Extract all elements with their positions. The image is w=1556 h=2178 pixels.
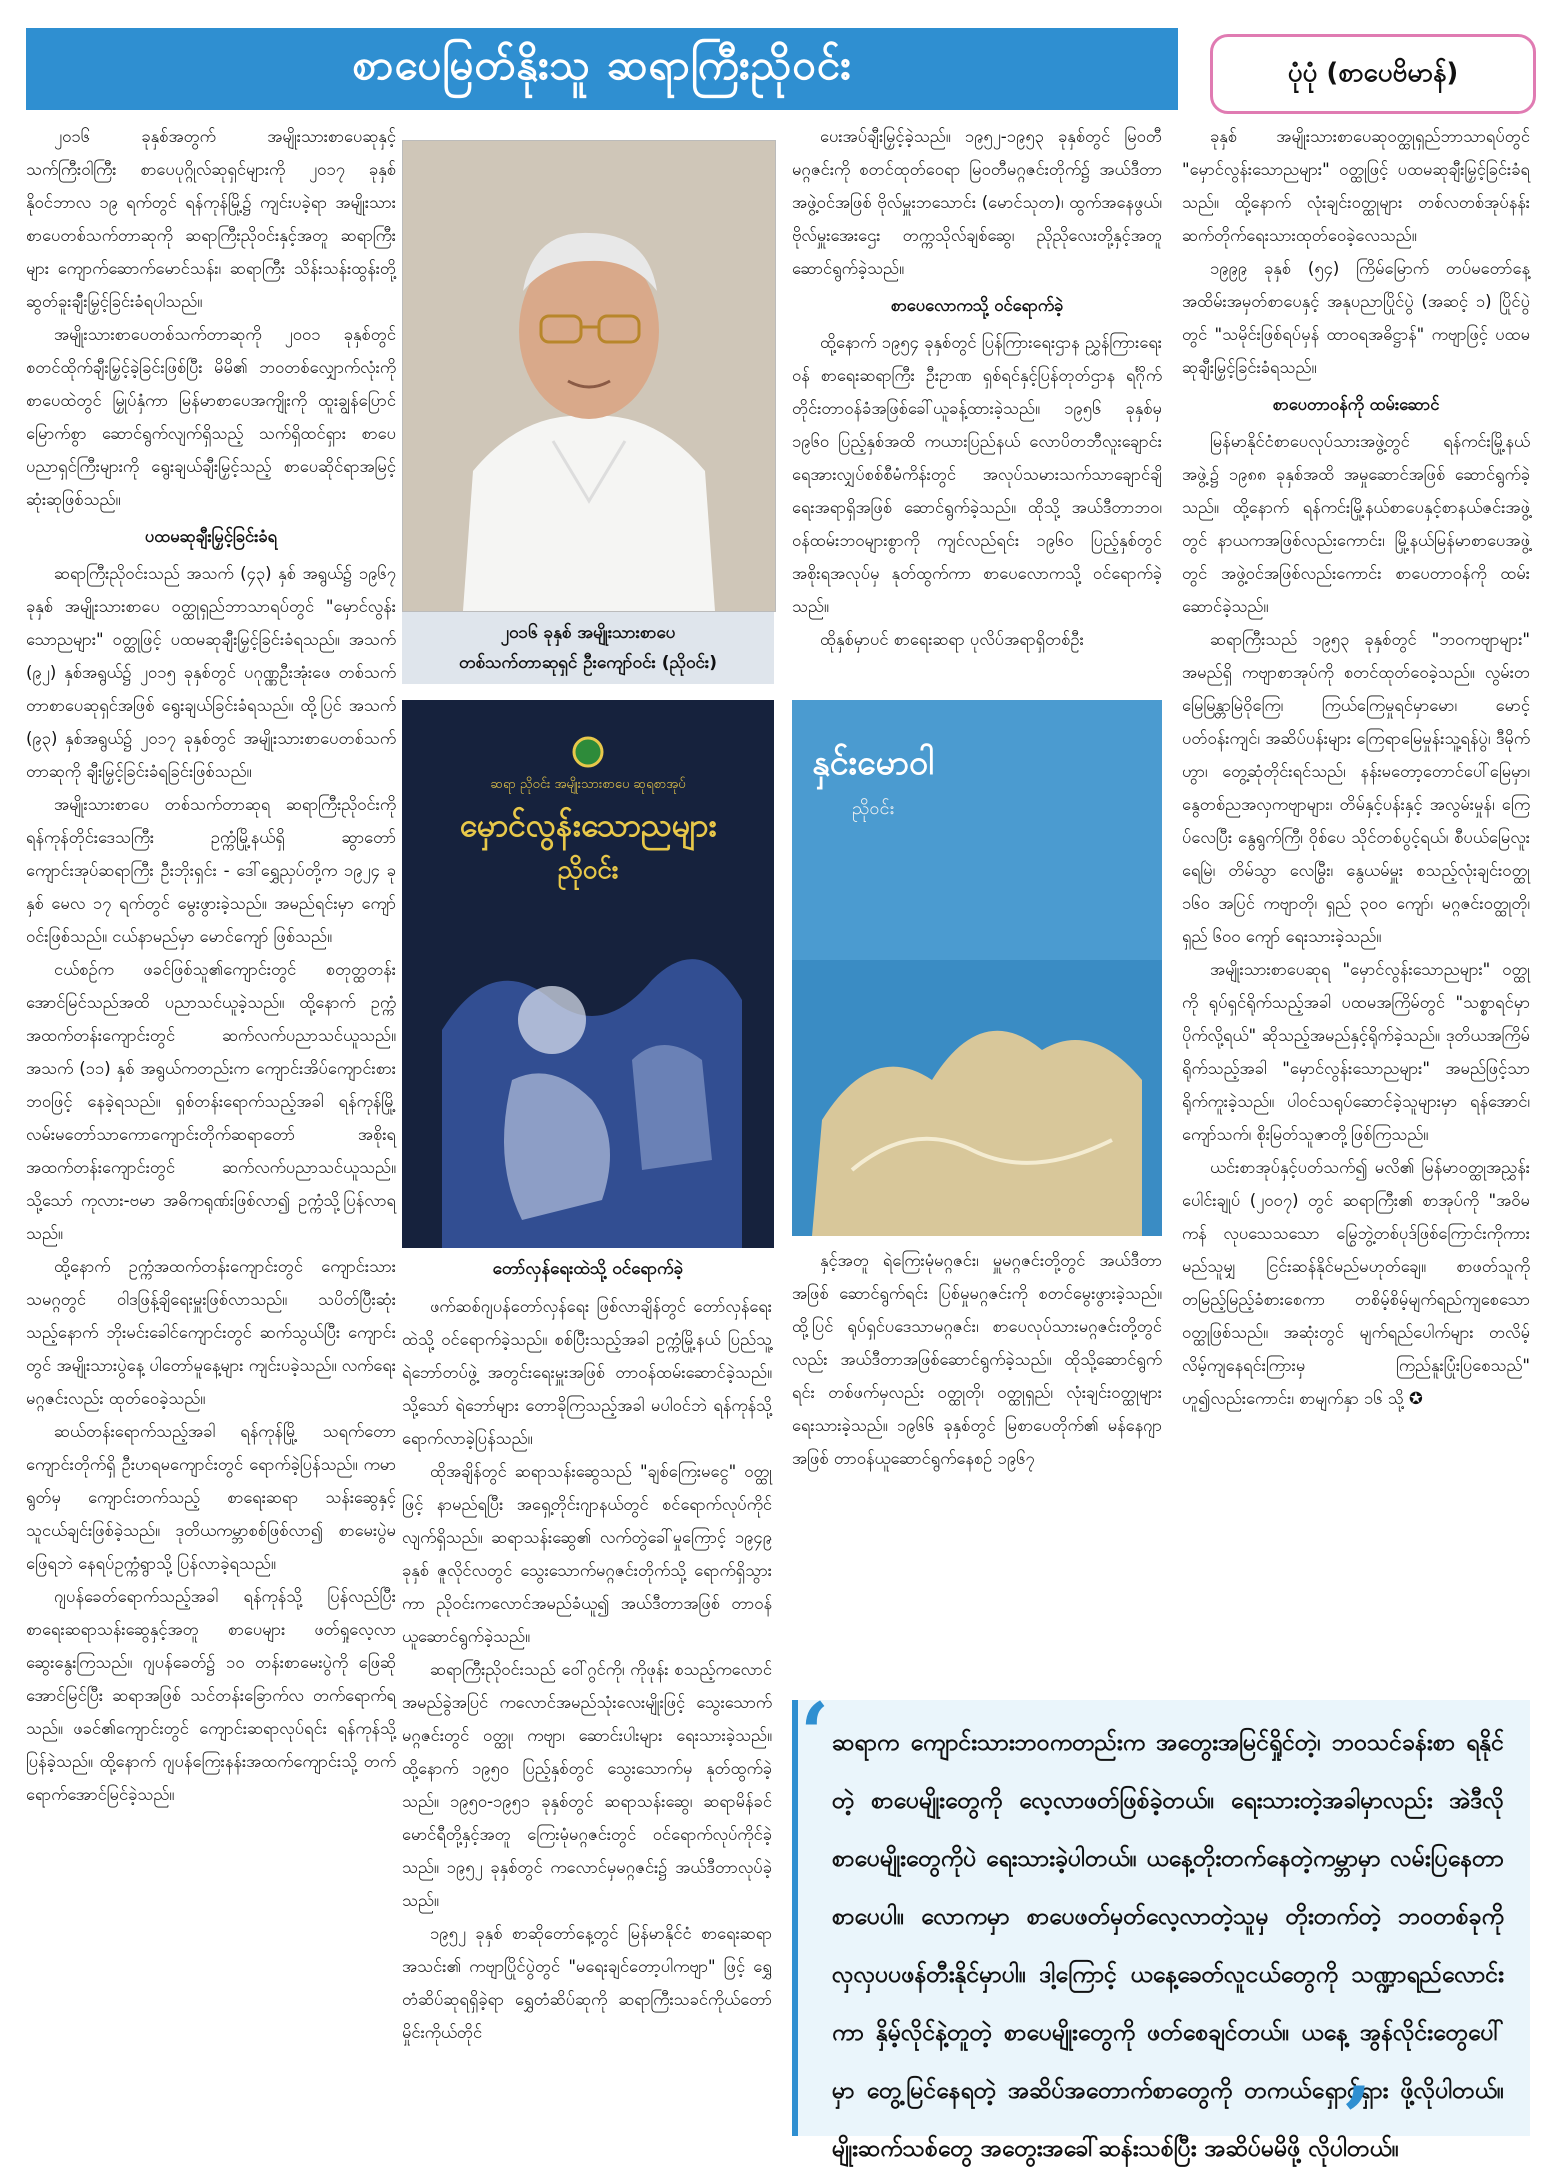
quote-open-mark-icon: ‘	[800, 1684, 830, 1783]
paragraph: ထိုအချိန်တွင် ဆရာသန်းဆွေသည် "ချစ်ကြေးမငွေ" ဝတ္ထုဖြင့် နာမည်ရပြီး အရှေ့တိုင်းဂျာနယ်တွင် စင်ရောက်လုပ်ကိုင်လျက်ရှိသည်။ ဆရာသန်းဆွေ၏ လက်တွဲခေါ်မှုကြောင့် ၁၉၄၉ ခုနှစ် ဇူလိုင်လတွင် သွေးသောက်မဂ္ဂဇင်းတိုက်သို့ ရောက်ရှိသွားကာ ညိုဝင်းကလောင်အမည်ခံယူ၍ အယ်ဒီတာအဖြစ် တာဝန်ယူဆောင်ရွက်ခဲ့သည်။	[402, 1462, 772, 1646]
paragraph: ပေးအပ်ချီးမြှင့်ခဲ့သည်။ ၁၉၅၂-၁၉၅၃ ခုနှစ်တွင် မြဝတီမဂ္ဂဇင်းကို စတင်ထုတ်ဝေရာ မြဝတီမဂ္ဂဇင်းတိုက်၌ အယ်ဒီတာအဖွဲ့ဝင်အဖြစ် ဗိုလ်မှူးဘသောင်း (မောင်သုတ)၊ ထွက်အနေဖွယ်၊ ဗိုလ်မှူးအေးဌေး တက္ကသိုလ်ချစ်ဆွေ၊ ညိုညိုလေးတို့နှင့်အတူ ဆောင်ရွက်ခဲ့သည်။	[792, 127, 1162, 278]
author-portrait-photo	[402, 140, 776, 612]
byline: ပုံပုံ (စာပေဗိမာန်)	[1210, 34, 1536, 114]
subheading: ပထမဆုချီးမြှင့်ခြင်းခံရ	[144, 527, 278, 546]
paragraph: ထို့နောက် ဥက္ကံအထက်တန်းကျောင်းတွင် ကျောင်းသားသမဂ္ဂတွင် ဝါဒဖြန့်ချိရေးမှူးဖြစ်လာသည်။ သပိတ်ပြီးဆုံးသည့်နောက် ဘိုးမင်းခေါင်ကျောင်းတွင် ဆက်သွယ်ပြီး ကျောင်းတွင် အမျိုးသားပွဲနေ့ ပါတော်မူနေ့များ ကျင်းပခဲ့သည်။ လက်ရေးမဂ္ဂဇင်းလည်း ထုတ်ဝေခဲ့သည်။	[26, 1257, 396, 1408]
paragraph: အမျိုးသားစာပေတစ်သက်တာဆုကို ၂၀၀၁ ခုနှစ်တွင် စတင်ထိုက်ချီးမြှင့်ခဲ့ခြင်းဖြစ်ပြီး မိမိ၏ ဘဝတစ်လျှောက်လုံးကို စာပေထဲတွင် မြှုပ်နှံကာ မြန်မာစာပေအကျိုးကို ထူးချွန်ပြောင်မြောက်စွာ ဆောင်ရွက်လျက်ရှိသည့် သက်ရှိထင်ရှား စာပေပညာရှင်ကြီးများကို ရွေးချယ်ချီးမြှင့်သည့် စာပေဆိုင်ရာအမြင့်ဆုံးဆုဖြစ်သည်။	[26, 325, 396, 509]
page-title: စာပေမြတ်နိုးသူ ဆရာကြီးညိုဝင်း	[352, 40, 852, 89]
title-banner	[26, 28, 1178, 110]
paragraph: ဆရာကြီးညိုဝင်းသည် ဝေါ်ဂွင်ကို၊ ကိုဖုန်း စသည့်ကလောင်အမည်ခွဲအပြင် ကလောင်အမည်သုံးလေးမျိုးဖြင့် သွေးသောက်မဂ္ဂဇင်းတွင် ဝတ္ထု၊ ကဗျာ၊ ဆောင်းပါးများ ရေးသားခဲ့သည်။ ထို့နောက် ၁၉၅၀ ပြည့်နှစ်တွင် သွေးသောက်မှ နုတ်ထွက်ခဲ့သည်။ ၁၉၅၀-၁၉၅၁ ခုနှစ်တွင် ဆရာသန်းဆွေ၊ ဆရာမိန်ခင်မောင်ရီတို့နှင့်အတူ ကြေးမုံမဂ္ဂဇင်းတွင် ဝင်ရောက်လုပ်ကိုင်ခဲ့သည်။ ၁၉၅၂ ခုနှစ်တွင် ကလောင်မှမဂ္ဂဇင်း၌ အယ်ဒီတာလုပ်ခဲ့သည်။	[402, 1660, 772, 1910]
paragraph: ဖက်ဆစ်ဂျပန်တော်လှန်ရေး ဖြစ်လာချိန်တွင် တော်လှန်ရေးထဲသို့ ဝင်ရောက်ခဲ့သည်။ စစ်ပြီးသည့်အခါ ဥက္ကံမြို့နယ် ပြည်သူ့ရဲဘော်တပ်ဖွဲ့ အတွင်းရေးမှူးအဖြစ် တာဝန်ထမ်းဆောင်ခဲ့သည်။ သို့သော် ရဲဘော်များ တောခိုကြသည့်အခါ မပါဝင်ဘဲ ရန်ကုန်သို့ ရောက်လာခဲ့ပြန်သည်။	[402, 1297, 772, 1448]
paragraph: ထိုနှစ်မှာပင် စာရေးဆရာ ပုလိပ်အရာရှိတစ်ဦး	[820, 630, 1084, 649]
paragraph: ငယ်စဉ်က ဖခင်ဖြစ်သူ၏ကျောင်းတွင် စတုတ္ထတန်းအောင်မြင်သည်အထိ ပညာသင်ယူခဲ့သည်။ ထို့နောက် ဥက္ကံအထက်တန်းကျောင်းတွင် ဆက်လက်ပညာသင်ယူသည်။ အသက် (၁၁) နှစ် အရွယ်ကတည်းက ကျောင်းအိပ်ကျောင်းစား ဘဝဖြင့် နေခဲ့ရသည်။ ရှစ်တန်းရောက်သည့်အခါ ရန်ကုန်မြို့ လမ်းမတော်သာကောကျောင်းတိုက်ဆရာတော် အစိုးရအထက်တန်းကျောင်းတွင် ဆက်လက်ပညာသင်ယူသည်။ သို့သော် ကုလား-ဗမာ အဓိကရုဏ်းဖြစ်လာ၍ ဥက္ကံသို့ပြန်လာရသည်။	[26, 960, 396, 1243]
book-cover-mhaung-lun-thaw-nya-myar	[402, 700, 774, 1248]
paragraph: အမျိုးသားစာပေဆုရ "မှောင်လွန်းသောညများ" ဝတ္ထုကို ရုပ်ရှင်ရိုက်သည့်အခါ ပထမအကြိမ်တွင် "သစ္စာရင်မှာပိုက်လို့ရယ်" ဆိုသည့်အမည်နှင့်ရိုက်ခဲ့သည်။ ဒုတိယအကြိမ်ရိုက်သည့်အခါ "မှောင်လွန်းသောညများ" အမည်ဖြင့်သာ ရိုက်ကူးခဲ့သည်။ ပါဝင်သရုပ်ဆောင်ခဲ့သူများမှာ ရန်အောင်၊ ကျော်သက်၊ စိုးမြတ်သူဇာတို့ဖြစ်ကြသည်။	[1182, 960, 1530, 1144]
book-cover-title: နှင်းမောဝါ	[812, 743, 934, 783]
paragraph: ၁၉၅၂ ခုနှစ် စာဆိုတော်နေ့တွင် မြန်မာနိုင်ငံ စာရေးဆရာအသင်း၏ ကဗျာပြိုင်ပွဲတွင် "မရေးချင်တော့ပါကဗျာ" ဖြင့် ရွှေတံဆိပ်ဆုရရှိခဲ့ရာ ရွှေတံဆိပ်ဆုကို ဆရာကြီးသခင်ကိုယ်တော်မှိုင်းကိုယ်တိုင်	[402, 1924, 772, 2042]
paragraph: ဆရာကြီးသည် ၁၉၅၃ ခုနှစ်တွင် "ဘဝကဗျာများ" အမည်ရှိ ကဗျာစာအုပ်ကို စတင်ထုတ်ဝေခဲ့သည်။ လွမ်းတမြေမြန္တာမြဲဝိုကြေ၊ ကြယ်ကြေမှုရင်မှာမော၊ မောင့်ပတ်ဝန်းကျင်၊ အဆိပ်ပန်းများ ကြေရာမြေမှုန်းသူ့ရန်ပွဲ၊ ဒီမိုက်ဟွာ၊ တွေ့ဆုံတိုင်းရင်သည်၊ နန်းမတော့တောင်ပေါ်မြေမှာ၊ နွေတစ်ညအလှကဗျာများ၊ တိမ်နှင့်ပန်းနှင့် အလွမ်းမှုန်၊ ကြေပ်လေပြီး နွေရွက်ကြီ၊ ဝိုစ်ပေ သိုင်တစ်ပွင့်ရယ်၊ စီပယ်မြေလူး ရေမြဲ၊ တိမ်သွာ လေမြွီး၊ နွေယမ်မှူး စသည့်လုံးချင်းဝတ္ထု ၁၆၀ အပြင် ကဗျာတို၊ ရှည် ၃၀၀ ကျော်၊ မဂ္ဂဇင်းဝတ္ထုတို၊ ရှည် ၆၀၀ ကျော် ရေးသားခဲ့သည်။	[1182, 630, 1530, 946]
portrait-illustration	[403, 141, 775, 611]
quote-close-mark-icon: ’	[1342, 2068, 1372, 2167]
article-column-3-continued	[792, 1244, 1162, 1684]
book-cover-series: ဆရာ ညိုဝင်း အမျိုးသားစာပေ ဆုရစာအုပ်	[490, 777, 686, 792]
paragraph: အမျိုးသားစာပေ တစ်သက်တာဆုရ ဆရာကြီးညိုဝင်းကို ရန်ကုန်တိုင်းဒေသကြီး ဥက္ကံမြို့နယ်ရှိ ဆွာတော်ကျောင်းအုပ်ဆရာကြီး ဦးဘိုးရှင်း - ဒေါ်ရွှေညှပ်တို့က ၁၉၂၄ ခုနှစ် မေလ ၁၇ ရက်တွင် မွေးဖွားခဲ့သည်။ အမည်ရင်းမှာ ကျော်ဝင်းဖြစ်သည်။ ငယ်နာမည်မှာ မောင်ကျော် ဖြစ်သည်။	[26, 795, 396, 946]
paragraph: ထို့နောက် ၁၉၅၄ ခုနှစ်တွင် ပြန်ကြားရေးဌာန ညွှန်ကြားရေးဝန် စာရေးဆရာကြီး ဦးဥာဏ ရှစ်ရင်နှင့်ပြန်တုတ်ဌာန ရင်္ဂိုက်တိုင်းတာဝန်ခံအဖြစ်ခေါ်ယူခန့်ထားခဲ့သည်။ ၁၉၅၆ ခုနှစ်မှ ၁၉၆၀ ပြည့်နှစ်အထိ ကယားပြည်နယ် လောပိတဘီလူးချောင်းရေအားလျှပ်စစ်စီမံကိန်းတွင် အလုပ်သမားသက်သာချောင်ချိရေးအရာရှိအဖြစ် ဆောင်ရွက်ခဲ့သည်။ ထိုသို့ အယ်ဒီတာဘဝ၊ ဝန်ထမ်းဘဝများစွာကို ကျင်လည်ရင်း ၁၉၆၀ ပြည့်နှစ်တွင် အစိုးရအလုပ်မှ နုတ်ထွက်ကာ စာပေလောကသို့ ဝင်ရောက်ခဲ့သည်။	[792, 333, 1162, 616]
paragraph: ဆယ်တန်းရောက်သည့်အခါ ရန်ကုန်မြို့ သရက်တောကျောင်းတိုက်ရှိ ဦးဟရမကျောင်းတွင် ရောက်ခဲ့ပြန်သည်။ ကမာရွတ်မှ ကျောင်းတက်သည့် စာရေးဆရာ သန်းဆွေနှင့် သူငယ်ချင်းဖြစ်ခဲ့သည်။ ဒုတိယကမ္ဘာစစ်ဖြစ်လာ၍ စာမေးပွဲမဖြေရဘဲ နေရပ်ဥက္ကံရွာသို့ ပြန်လာခဲ့ရသည်။	[26, 1422, 396, 1573]
paragraph: ယင်းစာအုပ်နှင့်ပတ်သက်၍ မလိ၏ မြန်မာဝတ္ထုအညွှန်းပေါင်းချုပ် (၂၀၀၇) တွင် ဆရာကြီး၏ စာအုပ်ကို "အဝိမကန် လုပသေသသော မြွေဘွဲ့တစ်ပုဒ်ဖြစ်ကြောင်းကိုကား မည်သူမျှ ငြင်းဆန်နိုင်မည်မဟုတ်ချေ။ စာဖတ်သူကို တမြည့်မြည့်ခံစားစေကာ တစိမ့်စိမ့်မျက်ရည်ကျစေသော ဝတ္ထုဖြစ်သည်။ အဆုံးတွင် မျက်ရည်ပေါက်များ တလိမ့်လိမ့်ကျနေရင်းကြားမှ ကြည်နူးပြုံးပြစေသည်" ဟူ၍လည်းကောင်း၊ စာမျက်နှာ ၁၆ သို့ ✪	[1182, 1158, 1530, 1408]
book-caption: တော်လှန်ရေးထဲသို့ ဝင်ရောက်ခဲ့	[492, 1259, 684, 1279]
article-column-4	[1182, 120, 1530, 1560]
paragraph: မြန်မာနိုင်ငံစာပေလုပ်သားအဖွဲ့တွင် ရန်ကင်းမြို့နယ်အဖွဲ့၌ ၁၉၈၈ ခုနှစ်အထိ အမှုဆောင်အဖြစ် ဆောင်ရွက်ခဲ့သည်။ ထို့နောက် ရန်ကင်းမြို့နယ်စာပေနှင့်စာနယ်ဇင်းအဖွဲ့တွင် နာယကအဖြစ်လည်းကောင်း၊ မြို့နယ်မြန်မာစာပေအဖွဲ့တွင် အဖွဲ့ဝင်အဖြစ်လည်းကောင်း စာပေတာဝန်ကို ထမ်းဆောင်ခဲ့သည်။	[1182, 432, 1530, 616]
paragraph: ဂျပန်ခေတ်ရောက်သည့်အခါ ရန်ကုန်သို့ ပြန်လည်ပြီး စာရေးဆရာသန်းဆွေနှင့်အတူ စာပေများ ဖတ်ရှုလေ့လာဆွေးနွေးကြသည်။ ဂျပန်ခေတ်၌ ၁၀ တန်းစာမေးပွဲကို ဖြေဆိုအောင်မြင်ပြီး ဆရာအဖြစ် သင်တန်းခြောက်လ တက်ရောက်ရသည်။ ဖခင်၏ကျောင်းတွင် ကျောင်းဆရာလုပ်ရင်း ရန်ကုန်သို့ပြန်ခဲ့သည်။ ထို့နောက် ဂျပန်ကြေးနန်းအထက်ကျောင်းသို့ တက်ရောက်အောင်မြင်ခဲ့သည်။	[26, 1587, 396, 1804]
article-column-2	[402, 1290, 772, 2170]
paragraph: နှင့်အတူ ရဲကြေးမုံမဂ္ဂဇင်း၊ မှူမဂ္ဂဇင်းတို့တွင် အယ်ဒီတာအဖြစ် ဆောင်ရွက်ရင်း ပြစ်မှုမဂ္ဂဇင်းကို စတင်မွေးဖွားခဲ့သည်။ ထို့ပြင် ရုပ်ရှင်ပဒေသာမဂ္ဂဇင်း၊ စာပေလုပ်သားမဂ္ဂဇင်းတို့တွင်လည်း အယ်ဒီတာအဖြစ်ဆောင်ရွက်ခဲ့သည်။ ထိုသို့ဆောင်ရွက်ရင်း တစ်ဖက်မှလည်း ဝတ္ထုတို၊ ဝတ္ထုရှည်၊ လုံးချင်းဝတ္ထုများ ရေးသားခဲ့သည်။ ၁၉၆၆ ခုနှစ်တွင် မြစာပေတိုက်၏ မန်နေဂျာအဖြစ် တာဝန်ယူဆောင်ရွက်နေစဉ် ၁၉၆၇	[792, 1251, 1162, 1468]
book-cover-author: ညိုဝင်း	[852, 798, 895, 819]
paragraph: ၁၉၉၉ ခုနှစ် (၅၄) ကြိမ်မြောက် တပ်မတော်နေ့အထိမ်းအမှတ်စာပေနှင့် အနုပညာပြိုင်ပွဲ (အဆင့် ၁) ပြိုင်ပွဲတွင် "သမိုင်းဖြစ်ရပ်မှန် ထာဝရအဓိဋ္ဌာန်" ကဗျာဖြင့် ပထမဆုချီးမြှင့်ခြင်းခံရသည်။	[1182, 259, 1530, 377]
paragraph: ဆရာကြီးညိုဝင်းသည် အသက် (၄၃) နှစ် အရွယ်၌ ၁၉၆၇ ခုနှစ် အမျိုးသားစာပေ ဝတ္ထုရှည်ဘာသာရပ်တွင် "မှောင်လွန်းသောညများ" ဝတ္ထုဖြင့် ပထမဆုချီးမြှင့်ခြင်းခံရသည်။ အသက် (၉၂) နှစ်အရွယ်၌ ၂၀၁၅ ခုနှစ်တွင် ပဂုဏ္ဏဦးအုံးဖေ တစ်သက်တာစာပေဆုရှင်အဖြစ် ရွေးချယ်ခြင်းခံရသည်။ ထို့ပြင် အသက် (၉၃) နှစ်အရွယ်၌ ၂၀၁၇ ခုနှစ်တွင် အမျိုးသားစာပေတစ်သက်တာဆုကို ချီးမြှင့်ခြင်းခံရခြင်းဖြစ်သည်။	[26, 564, 396, 781]
paragraph: ခုနှစ် အမျိုးသားစာပေဆုဝတ္ထုရှည်ဘာသာရပ်တွင် "မှောင်လွန်းသောညများ" ဝတ္ထုဖြင့် ပထမဆုချီးမြှင့်ခြင်းခံရသည်။ ထို့နောက် လုံးချင်းဝတ္ထုများ တစ်လတစ်အုပ်နန်း ဆက်တိုက်ရေးသားထုတ်ဝေခဲ့လေသည်။	[1182, 127, 1530, 245]
book-cover-hnin-maw-war	[792, 700, 1162, 1236]
caption-line: တစ်သက်တာဆုရှင် ဦးကျော်ဝင်း (ညိုဝင်း)	[458, 653, 718, 673]
caption-line: ၂၀၁၆ ခုနှစ် အမျိုးသားစာပေ	[500, 623, 676, 643]
subheading: စာပေလောကသို့ ဝင်ရောက်ခဲ့	[890, 296, 1064, 315]
pull-quote-text: ဆရာက ကျောင်းသားဘဝကတည်းက အတွေးအမြင်ရှိုင်တဲ့၊ ဘဝသင်ခန်းစာ ရနိုင်တဲ့ စာပေမျိုးတွေကို လေ့လာဖတ်ဖြစ်ခဲ့တယ်။ ရေးသားတဲ့အခါမှာလည်း အဲဒီလို စာပေမျိုးတွေကိုပဲ ရေးသားခဲ့ပါတယ်။ ယနေ့တိုးတက်နေတဲ့ကမ္ဘာမှာ လမ်းပြနေတာစာပေပါ။ လောကမှာ စာပေဖတ်မှတ်လေ့လာတဲ့သူမှ တိုးတက်တဲ့ ဘဝတစ်ခုကို လှလှပပဖန်တီးနိုင်မှာပါ။ ဒါ့ကြောင့် ယနေ့ခေတ်လူငယ်တွေကို သဏ္ဍာရည်လောင်းကာ နှိမ့်လိုင်နဲ့တူတဲ့ စာပေမျိုးတွေကို ဖတ်စေချင်တယ်။ ယနေ့ အွန်လိုင်းတွေပေါ်မှာ တွေ့မြင်နေရတဲ့ အဆိပ်အတောက်စာတွေကို တကယ်ရှောင်ရှား ဖို့လိုပါတယ်။ မျိုးဆက်သစ်တွေ အတွေးအခေါ်ဆန်းသစ်ပြီး အဆိပ်မမိဖို့ လိုပါတယ်။	[832, 1730, 1504, 2162]
paragraph: ၂၀၁၆ ခုနှစ်အတွက် အမျိုးသားစာပေဆုနှင့် သက်ကြီးဝါကြီး စာပေပုဂ္ဂိုလ်ဆုရှင်များကို ၂၀၁၇ ခုနှစ် နိုဝင်ဘာလ ၁၉ ရက်တွင် ရန်ကုန်မြို့၌ ကျင်းပခဲ့ရာ အမျိုးသားစာပေတစ်သက်တာဆုကို ဆရာကြီးညိုဝင်းနှင့်အတူ ဆရာကြီးများ ကျောက်ဆောက်မောင်သန်း၊ ဆရာကြီး သိန်းသန်းထွန်းတို့ ဆွတ်ခူးချီးမြှင့်ခြင်းခံရပါသည်။	[26, 127, 396, 311]
article-column-1	[26, 120, 396, 2140]
portrait-caption	[402, 612, 774, 684]
book-cover-author: ညိုဝင်း	[557, 855, 619, 885]
subheading: စာပေတာဝန်ကို ထမ်းဆောင်	[1272, 395, 1440, 414]
pull-quote	[792, 1700, 1530, 2162]
book-cover-title: မှောင်လွန်းသောညများ	[459, 806, 717, 844]
article-column-3	[792, 120, 1162, 690]
